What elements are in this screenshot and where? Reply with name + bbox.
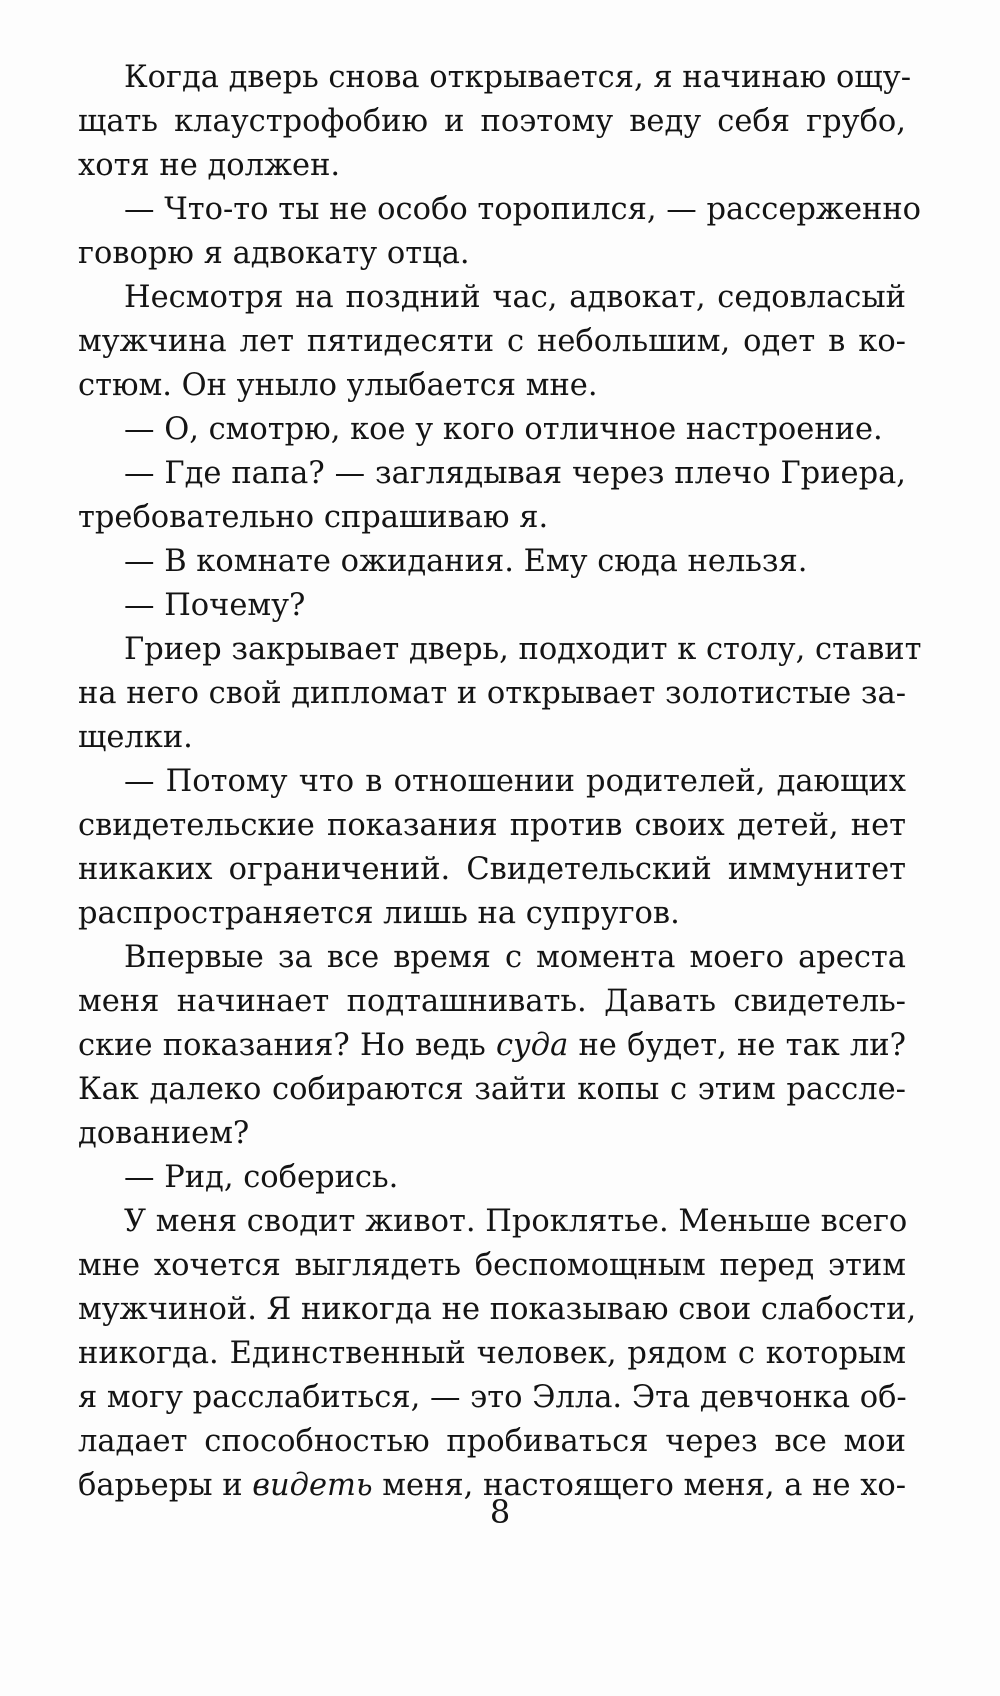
text-line: требовательно спрашиваю я. — [78, 500, 549, 535]
text-line: свидетельские показания против своих детей, нет — [78, 808, 906, 843]
text-line: ские показания? Но ведь суда не будет, не так ли? — [78, 1028, 906, 1063]
text-line: барьеры и видеть меня, настоящего меня, а не хо- — [78, 1468, 907, 1503]
text-line: — Почему? — [124, 588, 306, 623]
text-line: ладает способностью пробиваться через все мои — [78, 1424, 906, 1459]
text-line: говорю я адвокату отца. — [78, 236, 470, 271]
text-line: я могу расслабиться, — это Элла. Эта девчонка об- — [78, 1380, 907, 1415]
emphasis: суда — [495, 1028, 569, 1063]
text-line: мужчина лет пятидесяти с небольшим, одет в ко- — [78, 324, 906, 359]
text-line: — Что-то ты не особо торопился, — рассерженно — [124, 192, 922, 227]
text-line: — О, смотрю, кое у кого отличное настроение. — [124, 412, 883, 447]
text-line: Гриер закрывает дверь, подходит к столу, ставит — [124, 632, 922, 667]
text-line: Как далеко собираются зайти копы с этим рассле- — [78, 1072, 906, 1107]
text-line: дованием? — [78, 1116, 250, 1151]
text-line: распространяется лишь на супругов. — [78, 896, 680, 931]
text-line: — Где папа? — заглядывая через плечо Гриера, — [124, 456, 906, 491]
text-line: Впервые за все время с момента моего ареста — [124, 940, 906, 975]
text-line: стюм. Он уныло улыбается мне. — [78, 368, 598, 403]
text-line: — В комнате ожидания. Ему сюда нельзя. — [124, 544, 808, 579]
text-line: У меня сводит живот. Проклятье. Меньше всего — [124, 1204, 908, 1239]
text-line: мужчиной. Я никогда не показываю свои слабости, — [78, 1292, 917, 1327]
text-line: хотя не должен. — [78, 148, 341, 183]
text-line: — Потому что в отношении родителей, дающих — [124, 764, 906, 799]
text-line: щать клаустрофобию и поэтому веду себя грубо, — [78, 104, 906, 139]
page-number: 8 — [489, 1493, 511, 1531]
emphasis: видеть — [252, 1468, 373, 1503]
text-line: — Рид, соберись. — [124, 1160, 399, 1195]
text-line: никаких ограничений. Свидетельский иммунитет — [78, 852, 906, 887]
text-line: Когда дверь снова открывается, я начинаю ощу- — [124, 60, 912, 95]
body-text — [78, 56, 922, 1508]
text-line: мне хочется выглядеть беспомощным перед этим — [78, 1248, 906, 1283]
text-line: никогда. Единственный человек, рядом с которым — [78, 1336, 906, 1371]
text-line: щелки. — [78, 720, 193, 755]
text-line: на него свой дипломат и открывает золотистые за- — [78, 676, 907, 711]
text-line: Несмотря на поздний час, адвокат, седовласый — [124, 280, 906, 315]
text-line: меня начинает подташнивать. Давать свидетель- — [78, 984, 906, 1019]
